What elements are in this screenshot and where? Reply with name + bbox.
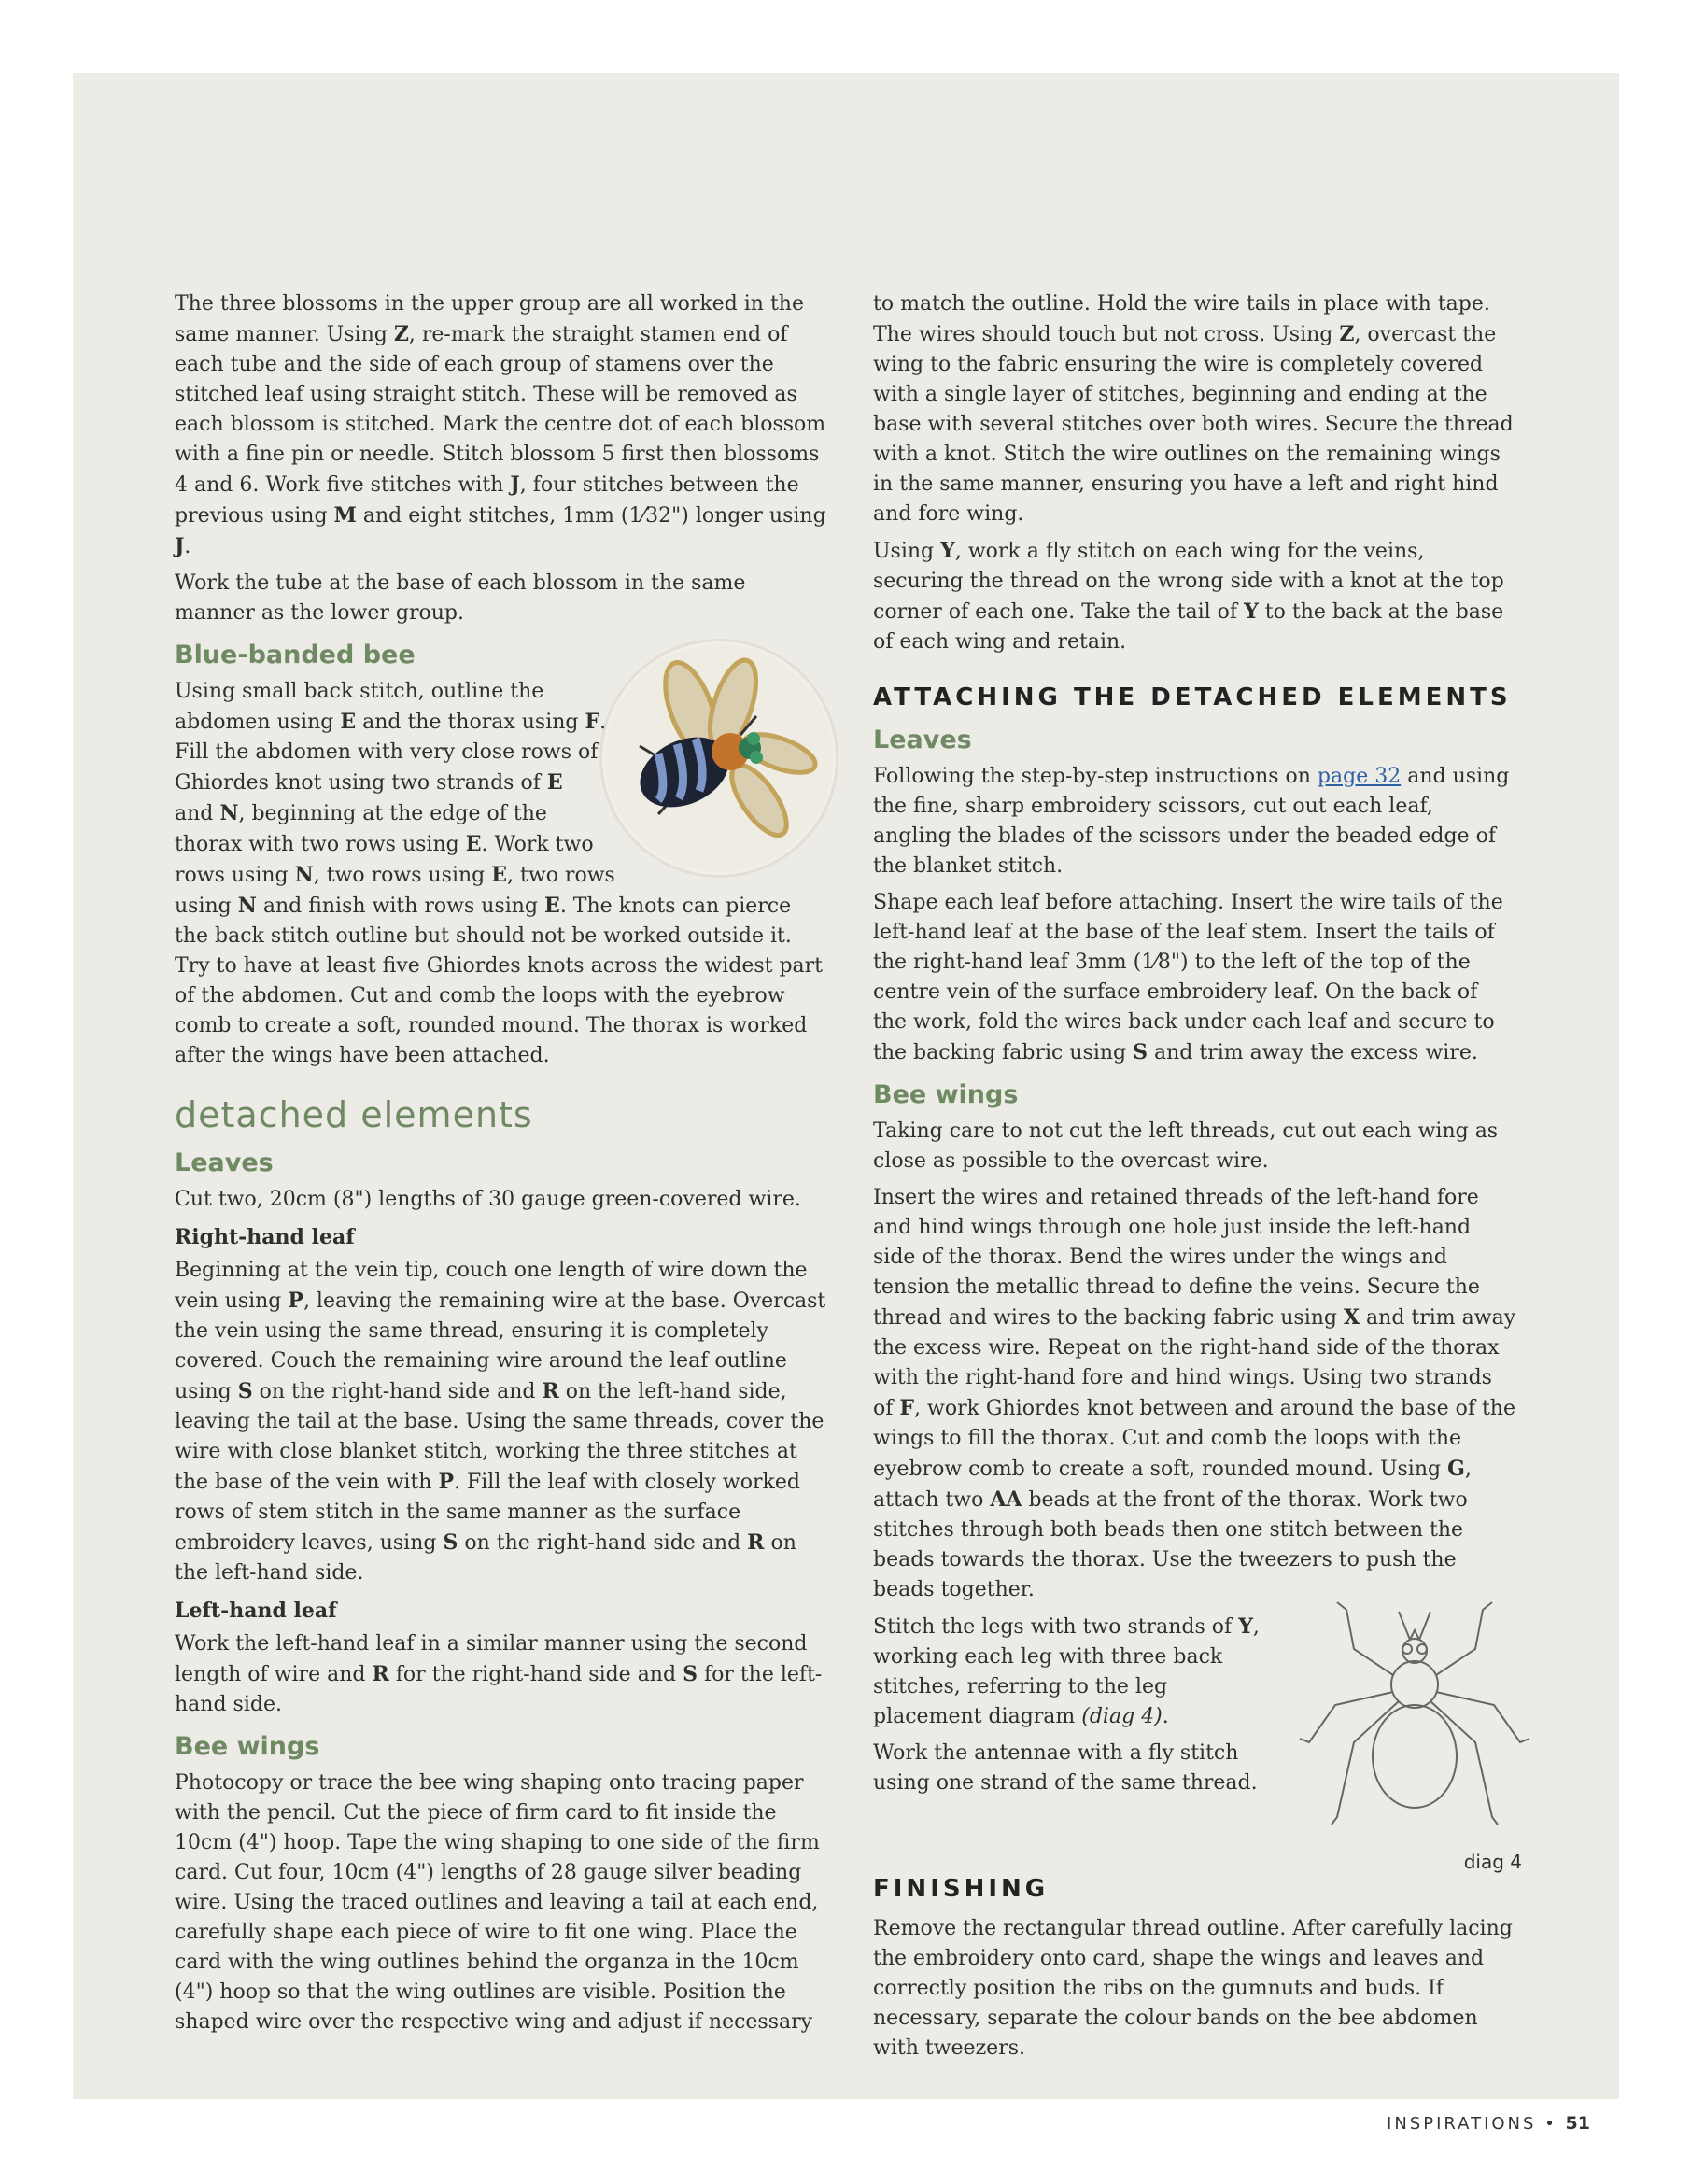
leaves-heading: Leaves (175, 1148, 274, 1177)
right-leaf-heading: Right-hand leaf (175, 1225, 355, 1249)
fly-stitch-paragraph: Using Y, work a fly stitch on each wing for the veins, securing the thread on the wrong side with a knot at the top corner of each one. Take the tail of Y to the back at the base of each wing and retain. (873, 539, 1504, 654)
page-footer (1387, 2113, 1590, 2134)
page-number: 51 (1565, 2113, 1590, 2134)
left-leaf-heading: Left-hand leaf (175, 1599, 337, 1623)
antennae-paragraph: Work the antennae with a fly stitch using one strand of the same thread. (873, 1741, 1258, 1795)
finishing-paragraph: Remove the rectangular thread outline. After carefully lacing the embroidery onto card, shape the wings and leaves and correctly position the ribs on the gumnuts and buds. If necessary, separate the colour bands on the bee abdomen with tweezers. (873, 1917, 1513, 2060)
diagram-label: diag 4 (1463, 1851, 1522, 1873)
tube-paragraph: Work the tube at the base of each blossom in the same manner as the lower group. (175, 571, 746, 625)
bee-wings-heading: Bee wings (175, 1732, 320, 1761)
right-leaf-paragraph: Beginning at the vein tip, couch one length of wire down the vein using P, leaving the remaining wire at the base. Overcast the vein using the same thread, ensuring it is completely covered. Couch the remaining wire around the leaf outline using S on the right-hand side and R on the left-hand side, leaving the tail at the base. Using the same threads, cover the wire with close blanket stitch, working the three stitches at the base of the vein with P. Fill the leaf with closely worked rows of stem stitch in the same manner as the surface embroidery leaves, using S on the right-hand side and R on the left-hand side. (175, 1259, 826, 1585)
attach-wings-heading: Bee wings (873, 1080, 1019, 1109)
bee-wings-paragraph: Photocopy or trace the bee wing shaping onto tracing paper with the pencil. Cut the piece of firm card to fit inside the 10cm (4") hoop. Tape the wing shaping to one side of the firm card. Cut four, 10cm (4") lengths of 28 gauge silver beading wire. Using the traced outlines and leaving a tail at each end, carefully shape each piece of wire to fit one wing. Place the card with the wing outlines behind the organza in the 10cm (4") hoop so that the wing outlines are visible. Position the shaped wire over the respective wing and adjust if necessary (175, 1771, 820, 2034)
legs-paragraph: Stitch the legs with two strands of Y, working each leg with three back stitches, referring to the leg placement diagram (diag 4). (873, 1614, 1260, 1728)
detached-elements-heading: detached elements (175, 1094, 533, 1135)
attach-leaves-paragraph: Following the step-by-step instructions on page 32 and using the fine, sharp embroidery scissors, cut out each leaf, angling the blades of the scissors under the beaded edge of the blanket stitch. (873, 765, 1510, 878)
left-column (175, 289, 828, 2044)
right-column (873, 289, 1522, 2070)
leaves-paragraph: Cut two, 20cm (8") lengths of 30 gauge green-covered wire. (175, 1188, 801, 1211)
attaching-heading: ATTACHING THE DETACHED ELEMENTS (873, 683, 1512, 712)
blossoms-paragraph: The three blossoms in the upper group are all worked in the same manner. Using Z, re-mark the straight stamen end of each tube and the side of each group of stamens over the stitched leaf using straight stitch. These will be removed as each blossom is stitched. Mark the centre dot of each blossom with a fine pin or needle. Stitch blossom 5 first then blossoms 4 and 6. Work five stitches with J, four stitches between the previous using M and eight stitches, 1mm (1⁄32") longer using J. (175, 292, 826, 558)
bee-photo (602, 641, 836, 875)
footer-separator: • (1544, 2114, 1557, 2134)
bee-paragraph: Using small back stitch, outline the abdomen using E and the thorax using F. Fill the abdomen with very close rows of Ghiordes knot using two strands of E and N, beginning at the edge of the thorax with two rows using E. Work two rows using N, two rows using E, two rows using N and finish with rows using E. The knots can pierce the back stitch outline but should not be worked outside it. Try to have at least five Ghiordes knots across the widest part of the abdomen. Cut and comb the loops with the eyebrow comb to create a soft, rounded mound. The thorax is worked after the wings have been attached. (175, 680, 824, 1067)
leg-placement-diagram (1279, 1593, 1550, 1873)
insert-wings-paragraph: Insert the wires and retained threads of the left-hand fore and hind wings through one hole just inside the left-hand side of the thorax. Bend the wires under the wings and tension the metallic thread to define the veins. Secure the thread and wires to the backing fabric using X and trim away the excess wire. Repeat on the right-hand side of the thorax with the right-hand fore and hind wings. Using two strands of F, work Ghiordes knot between and around the base of the wings to fill the thorax. Cut and comb the loops with the eyebrow comb to create a soft, rounded mound. Using G, attach two AA beads at the front of the thorax. Work two stitches through both beads then one stitch between the beads towards the thorax. Use the tweezers to push the beads together. (873, 1186, 1516, 1601)
shape-leaf-paragraph: Shape each leaf before attaching. Insert the wire tails of the left-hand leaf at the base of the leaf stem. Insert the tails of the right-hand leaf 3mm (1⁄8") to the left of the top of the centre vein of the surface embroidery leaf. On the back of the work, fold the wires back under each leaf and secure to the backing fabric using S and trim away the excess wire. (873, 891, 1503, 1064)
cut-wings-paragraph: Taking care to not cut the left threads, cut out each wing as close as possible to the overcast wire. (873, 1120, 1499, 1173)
finishing-heading: FINISHING (873, 1875, 1050, 1903)
page-32-link[interactable]: page 32 (1317, 765, 1402, 788)
attach-leaves-heading: Leaves (873, 726, 972, 754)
left-leaf-paragraph: Work the left-hand leaf in a similar manner using the second length of wire and R for the right-hand side and S for the left-hand side. (175, 1632, 823, 1716)
bee-heading: Blue-banded bee (175, 641, 416, 669)
wire-outline-paragraph: to match the outline. Hold the wire tails in place with tape. The wires should touch but not cross. Using Z, overcast the wing to the fabric ensuring the wire is completely covered with a single layer of stitches, beginning and ending at the base with several stitches over both wires. Secure the thread with a knot. Stitch the wire outlines on the remaining wings in the same manner, ensuring you have a left and right hind and fore wing. (873, 292, 1514, 526)
spider-leg-diagram (1279, 1593, 1550, 1854)
magazine-name: INSPIRATIONS (1387, 2114, 1537, 2134)
